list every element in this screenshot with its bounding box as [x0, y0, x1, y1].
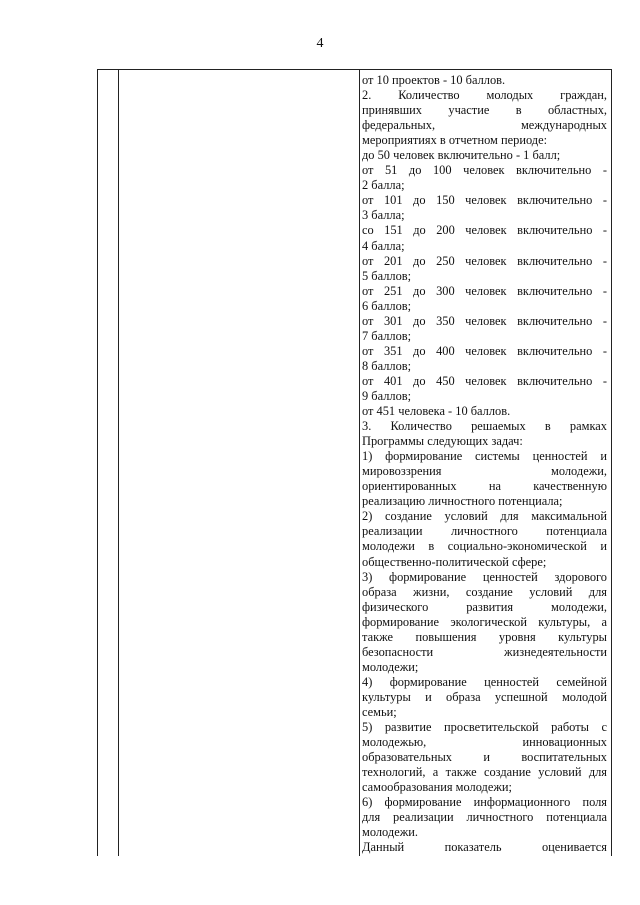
text-line: молодежи;	[362, 659, 419, 674]
text-line: от 401 до 450 человек включительно -	[362, 373, 607, 388]
text-line: от 201 до 250 человек включительно -	[362, 253, 607, 268]
text-line: от 451 человека - 10 баллов.	[362, 404, 511, 419]
text-line: от 251 до 300 человек включительно -	[362, 283, 607, 298]
text-line: принявших участие в областных,	[362, 103, 607, 118]
text-line: реализацию личностного потенциала;	[362, 494, 563, 509]
text-line: до 50 человек включительно - 1 балл;	[362, 148, 561, 163]
text-line: федеральных, международных	[362, 118, 607, 133]
table-top-border	[97, 69, 612, 70]
text-line: 2. Количество молодых граждан,	[362, 88, 607, 103]
column-divider-2	[359, 69, 360, 856]
text-line: 5) развитие просветительской работы с	[362, 720, 607, 735]
text-line: 1) формирование системы ценностей и	[362, 449, 607, 464]
text-line: от 351 до 400 человек включительно -	[362, 343, 607, 358]
text-line: молодежи в социально-экономической и	[362, 539, 607, 554]
text-line: от 51 до 100 человек включительно -	[362, 163, 607, 178]
text-line: молодежью, инновационных	[362, 735, 607, 750]
text-line: 3. Количество решаемых в рамках	[362, 419, 607, 434]
text-line: мероприятиях в отчетном периоде:	[362, 133, 548, 148]
text-line: 4) формирование ценностей семейной	[362, 674, 607, 689]
text-line: образовательных и воспитательных	[362, 750, 607, 765]
text-line: Данный показатель оценивается	[362, 840, 607, 855]
text-line: от 10 проектов - 10 баллов.	[362, 73, 506, 87]
text-line: самообразования молодежи;	[362, 780, 512, 795]
text-line: 4 балла;	[362, 238, 405, 253]
text-line: 2 балла;	[362, 178, 405, 193]
text-line: семьи;	[362, 704, 397, 719]
text-line: безопасности жизнедеятельности	[362, 644, 607, 659]
text-line: 3 балла;	[362, 208, 405, 223]
text-line: для реализации личностного потенциала	[362, 810, 607, 825]
text-line: от 301 до 350 человек включительно -	[362, 313, 607, 328]
column-divider-1	[118, 69, 119, 856]
text-line: 8 баллов;	[362, 358, 412, 373]
text-line: мировоззрения молодежи,	[362, 464, 607, 479]
text-line: культуры и образа успешной молодой	[362, 689, 607, 704]
text-line: 2) создание условий для максимальной	[362, 509, 607, 524]
text-line: 6) формирование информационного поля	[362, 795, 607, 810]
table-left-border	[97, 69, 98, 856]
text-line: от 101 до 150 человек включительно -	[362, 193, 607, 208]
text-line: технологий, а также создание условий для	[362, 765, 607, 780]
indicator-table	[97, 69, 612, 856]
text-line: 7 баллов;	[362, 328, 412, 343]
text-line: физического развития молодежи,	[362, 599, 607, 614]
text-line: со 151 до 200 человек включительно -	[362, 223, 607, 238]
page-number: 4	[316, 36, 324, 51]
table-right-border	[611, 69, 612, 856]
text-line: реализации личностного потенциала	[362, 524, 607, 539]
text-line: 3) формирование ценностей здорового	[362, 569, 607, 584]
text-line: 9 баллов;	[362, 388, 412, 403]
text-line: образа жизни, создание условий для	[362, 584, 607, 599]
text-line: формирование экологической культуры, а	[362, 614, 607, 629]
text-line: молодежи.	[362, 825, 418, 840]
text-line: общественно-политической сфере;	[362, 554, 547, 569]
text-line: 6 баллов;	[362, 298, 412, 313]
text-line: Программы следующих задач:	[362, 434, 523, 449]
text-line: ориентированных на качественную	[362, 479, 607, 494]
text-line: также повышения уровня культуры	[362, 629, 607, 644]
text-line: 5 баллов;	[362, 268, 412, 283]
indicator-description-cell	[362, 73, 607, 855]
